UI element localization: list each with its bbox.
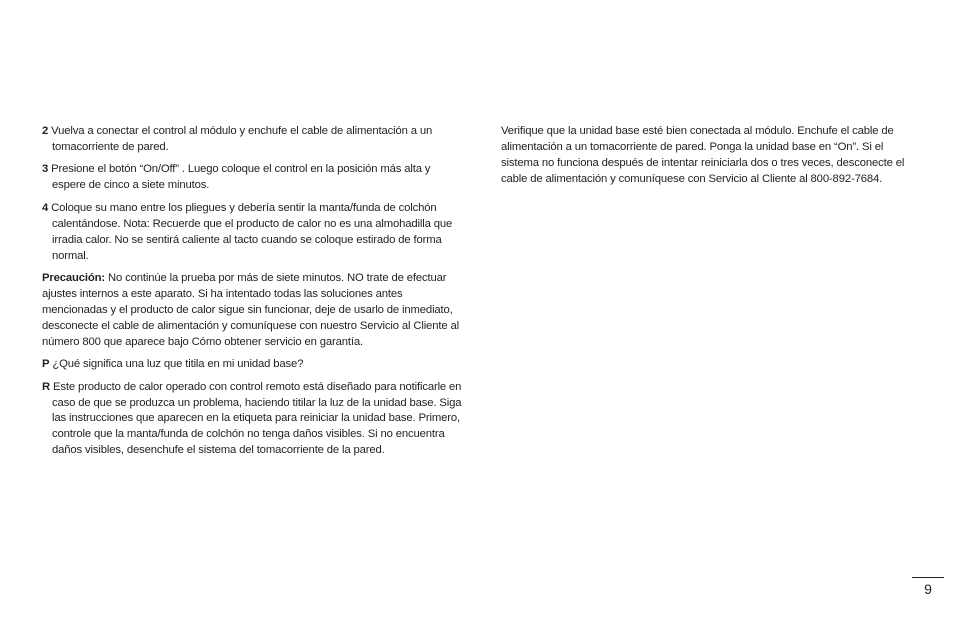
step-number: 3 [42,163,49,176]
step-4 [42,201,466,265]
step-number: 4 [42,201,49,214]
caution-text: No continúe la prueba por más de siete minutos. NO trate de efectuar ajustes internos a este aparato. Si ha intentado todas las soluciones antes mencionadas y el producto de calor sigue sin funcionar, deje de usarlo de inmediato, desconecte el cable de alimentación y comuníquese con nuestro Servicio al Cliente al número 800 que aparece bajo Cómo obtener servicio en garantía. [42,272,459,348]
caution-paragraph [42,271,466,351]
page-number: 9 [924,581,932,597]
question-text: ¿Qué significa una luz que titila en mi unidad base? [52,358,304,371]
step-2 [42,124,466,156]
answer-label: R [42,380,51,393]
right-column [501,124,915,194]
answer [42,380,466,460]
step-number: 2 [42,125,49,137]
question-label: P [42,358,50,371]
page-number-rule [912,577,944,578]
step-3 [42,162,466,194]
step-text: Coloque su mano entre los pliegues y debería sentir la manta/funda de colchón calentándose. Nota: Recuerde que el producto de calor no es una almohadilla que irradia calor. No se sentirá caliente al tacto cuando se coloque estirado de forma normal. [51,201,453,262]
step-text: Vuelva a conectar el control al módulo y enchufe el cable de alimentación a un tomacorriente de pared. [51,125,433,153]
question [42,357,466,373]
answer-text: Este producto de calor operado con control remoto está diseñado para notificarle en caso de que se produzca un problema, haciendo titilar la luz de la unidad base. Siga las instrucciones que aparecen en la etiqueta para reiniciar la unidad base. Primero, controle que la manta/funda de colchón no tenga daños visibles. Si no encuentra daños visibles, desenchufe el sistema del tomacorriente de la pared. [52,380,462,457]
caution-label: Precaución: [42,272,106,285]
right-paragraph: Verifique que la unidad base esté bien conectada al módulo. Enchufe el cable de alimentación a un tomacorriente de pared. Ponga la unidad base en “On”. Si el sistema no funciona después de intentar reiniciarla dos o tres veces, desconecte el cable de alimentación y comuníquese con Servicio al Cliente al 800-892-7684. [501,125,905,185]
left-column [42,124,466,466]
step-text: Presione el botón “On/Off” . Luego coloque el control en la posición más alta y espere de cinco a siete minutos. [51,163,431,192]
